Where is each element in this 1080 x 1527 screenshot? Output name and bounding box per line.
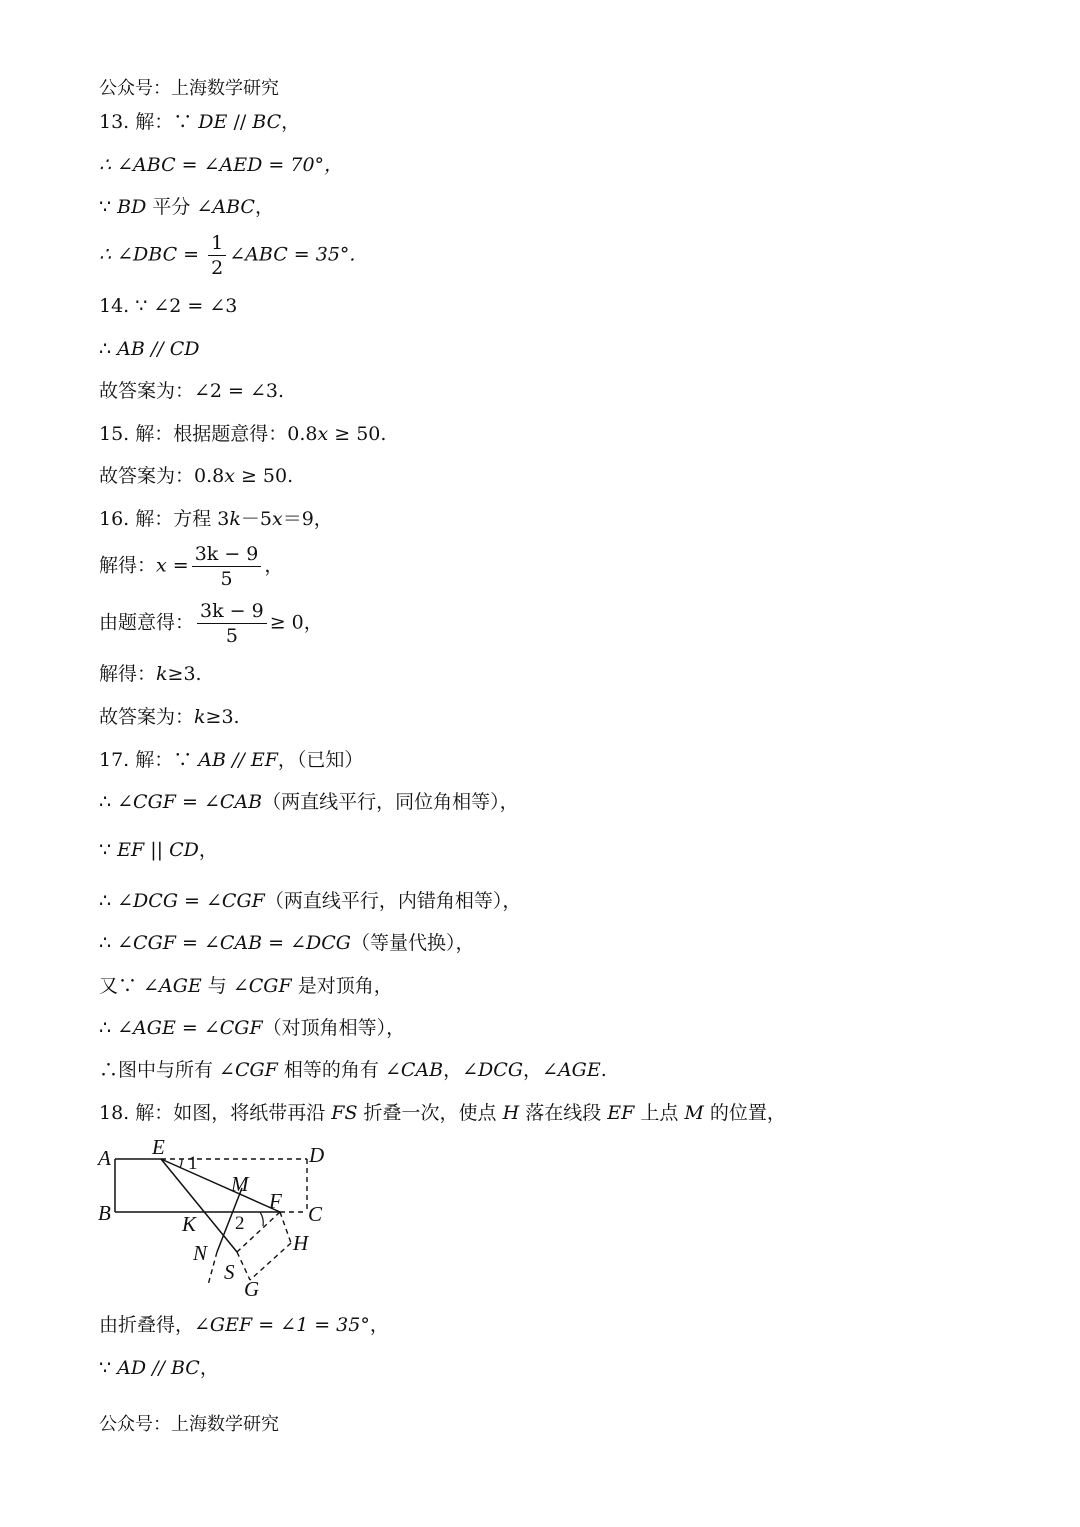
page-footer: 公众号：上海数学研究 <box>99 1414 279 1435</box>
segment-N-extension-dashed <box>208 1252 217 1285</box>
folded-paper-strip-figure <box>90 1130 350 1300</box>
segment-HG-dashed <box>250 1243 291 1280</box>
fraction-3k-9-over-5: $\frac{3k - 9}{5}$ <box>192 542 262 591</box>
label-H: H <box>293 1231 309 1255</box>
q17-line-7: ∴ ∠AGE = ∠CGF（对顶角相等）， <box>99 1017 406 1039</box>
q15-line-2: 故答案为：0.8x ≥ 50. <box>99 465 294 487</box>
q14-line-3: 故答案为：∠2 = ∠3. <box>99 380 285 402</box>
angle-1-arc <box>180 1159 182 1168</box>
q17-line-2: ∴ ∠CGF = ∠CAB（两直线平行，同位角相等）， <box>99 791 519 813</box>
label-M: M <box>231 1172 249 1196</box>
label-B: B <box>98 1201 111 1225</box>
page-header: 公众号：上海数学研究 <box>99 78 279 99</box>
q16-line-3: 由题意得： $\frac{3k - 9}{5}$ ≥ 0， <box>99 600 323 647</box>
label-G: G <box>244 1277 260 1300</box>
q18-line-2: 由折叠得，∠GEF = ∠1 = 35°， <box>99 1314 389 1336</box>
q16-line-5: 故答案为：k≥3. <box>99 706 240 728</box>
q18-line-1: 18. 解：如图，将纸带再沿 FS 折叠一次，使点 H 落在线段 EF 上点 M 的位置， <box>99 1102 786 1124</box>
q13-line-1: 13. 解：∵ DE // BC， <box>99 111 301 133</box>
label-F: F <box>269 1189 282 1213</box>
label-2: 2 <box>235 1213 245 1234</box>
label-E: E <box>152 1135 165 1159</box>
q17-line-4: ∴ ∠DCG = ∠CGF（两直线平行，内错角相等）， <box>99 890 522 912</box>
label-1: 1 <box>188 1153 198 1174</box>
label-K: K <box>182 1212 197 1236</box>
q16-line-2: 解得：x = $\frac{3k - 9}{5}$ ， <box>99 543 284 590</box>
q17-line-5: ∴ ∠CGF = ∠CAB = ∠DCG（等量代换）， <box>99 932 475 954</box>
fraction-3k-9-over-5: $\frac{3k - 9}{5}$ <box>197 599 267 648</box>
segment-FH-dashed <box>280 1212 291 1243</box>
q17-line-1: 17. 解：∵ AB // EF，（已知） <box>99 749 364 771</box>
segment-E-to-S <box>161 1159 237 1252</box>
q14-line-2: ∴ AB // CD <box>99 338 200 360</box>
angle-2-arc <box>260 1212 263 1226</box>
q13-line-4: ∴ ∠DBC = $\frac{1}{2}$ ∠ABC = 35°. <box>99 232 356 279</box>
q16-line-4: 解得：k≥3. <box>99 663 202 685</box>
q17-line-3: ∵ EF || CD， <box>99 839 218 861</box>
label-N: N <box>193 1241 208 1265</box>
q18-line-3: ∵ AD // BC， <box>99 1357 219 1379</box>
q17-line-8: ∴图中与所有 ∠CGF 相等的角有 ∠CAB，∠DCG，∠AGE. <box>99 1059 607 1081</box>
q16-line-1: 16. 解：方程 3k－5x＝9， <box>99 508 333 530</box>
q13-line-3: ∵ BD 平分 ∠ABC， <box>99 196 274 218</box>
q13-line-2: ∴ ∠ABC = ∠AED = 70°， <box>99 154 344 176</box>
segment-EF <box>161 1159 280 1212</box>
q15-line-1: 15. 解：根据题意得：0.8x ≥ 50. <box>99 423 387 445</box>
q14-line-1: 14. ∵ ∠2 = ∠3 <box>99 295 238 317</box>
label-S: S <box>224 1260 235 1284</box>
label-C: C <box>308 1202 323 1226</box>
label-D: D <box>309 1143 325 1167</box>
fraction-half: $\frac{1}{2}$ <box>208 231 226 280</box>
q17-line-6: 又∵ ∠AGE 与 ∠CGF 是对顶角， <box>99 975 393 997</box>
label-A: A <box>98 1146 111 1170</box>
segment-SG-dashed <box>237 1252 250 1280</box>
